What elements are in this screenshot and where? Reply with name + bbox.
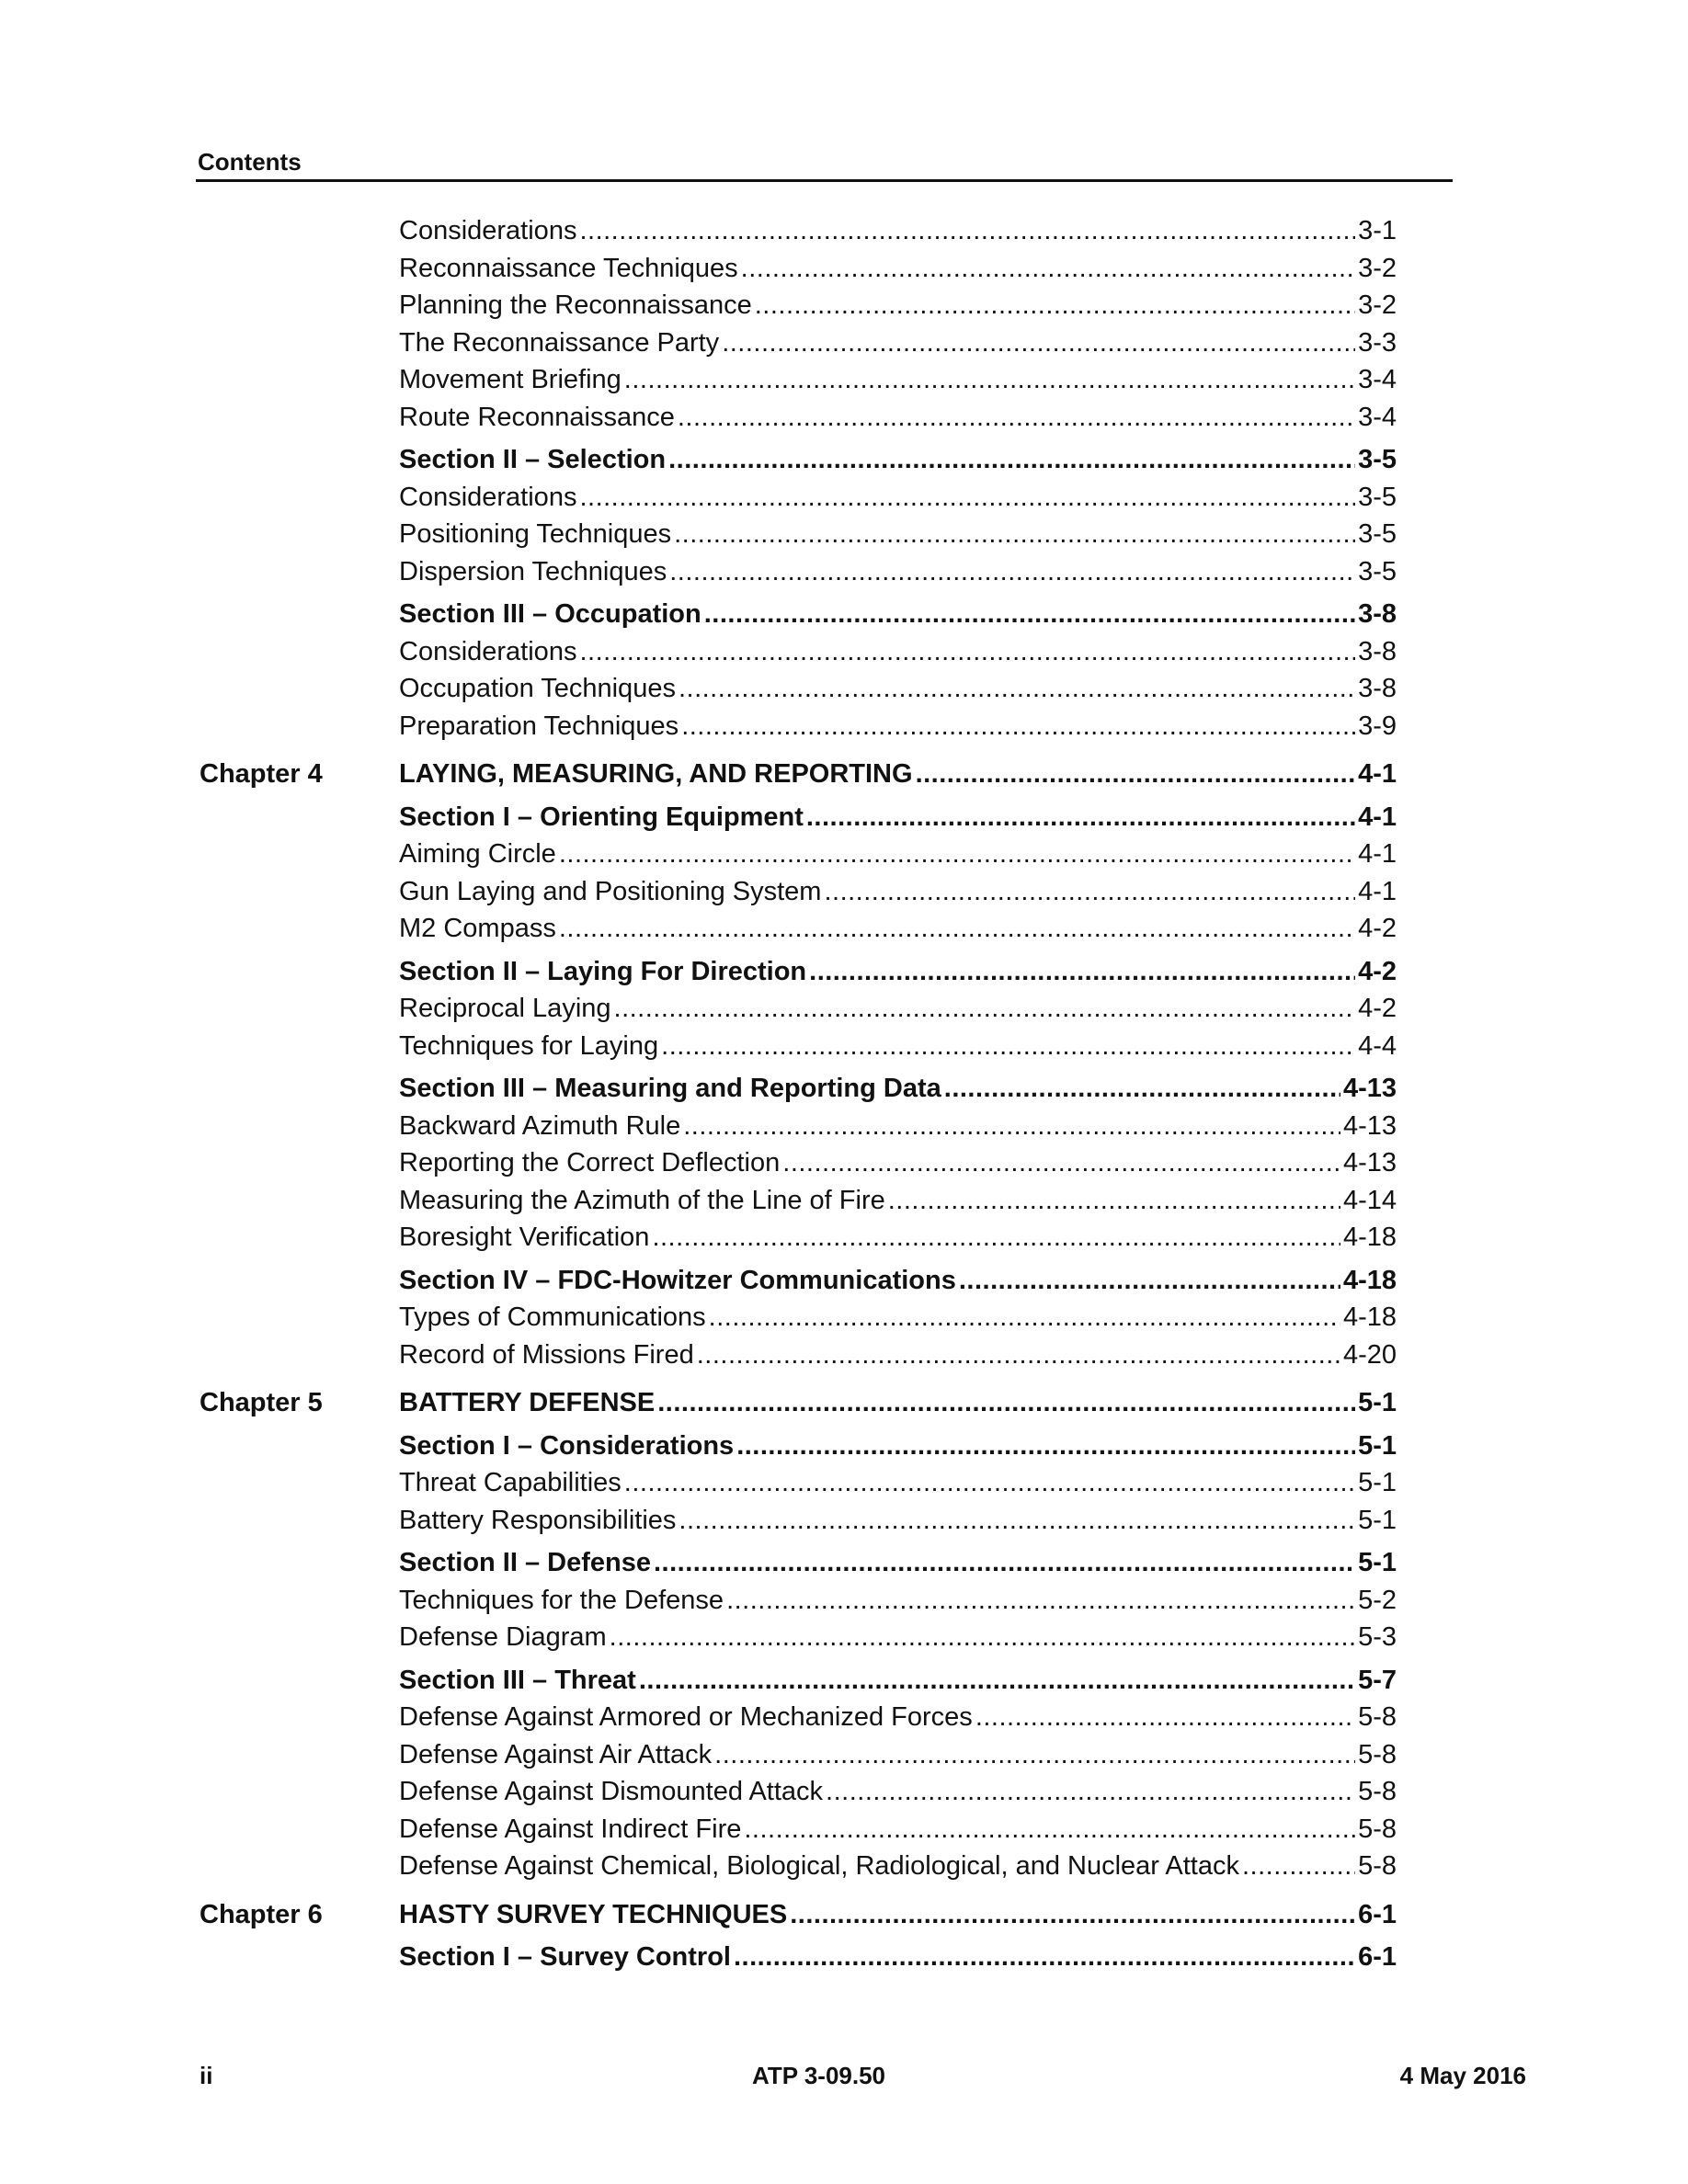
dot-leader bbox=[679, 670, 1355, 708]
toc-entry-page: 3-8 bbox=[1358, 636, 1397, 666]
toc-entry-title: Techniques for the Defense bbox=[399, 1585, 724, 1615]
toc-entry-page: 4-1 bbox=[1358, 802, 1397, 832]
toc-entry-page: 4-1 bbox=[1358, 876, 1397, 906]
toc-section-entry[interactable] bbox=[399, 596, 1397, 633]
toc-entry-page: 5-3 bbox=[1358, 1622, 1397, 1652]
toc-entry-title: Reciprocal Laying bbox=[399, 994, 611, 1023]
toc-entry-page: 3-5 bbox=[1358, 519, 1397, 549]
toc-entry-page: 6-1 bbox=[1358, 1942, 1397, 1972]
toc-entry-title: Planning the Reconnaissance bbox=[399, 290, 752, 320]
dot-leader bbox=[579, 633, 1355, 671]
toc-section-entry[interactable] bbox=[399, 1070, 1397, 1108]
toc-entry-page: 5-7 bbox=[1358, 1665, 1397, 1695]
toc-section-entry[interactable] bbox=[399, 1896, 1397, 1934]
toc-entry[interactable] bbox=[399, 910, 1397, 948]
toc-entry[interactable] bbox=[399, 1464, 1397, 1502]
toc-entry[interactable] bbox=[399, 1182, 1397, 1220]
toc-entry-page: 6-1 bbox=[1358, 1899, 1397, 1929]
toc-entry-page: 5-8 bbox=[1358, 1814, 1397, 1844]
dot-leader bbox=[610, 1619, 1355, 1656]
toc-entry-title: Section III – Measuring and Reporting Data bbox=[399, 1074, 941, 1103]
toc-entry-page: 5-8 bbox=[1358, 1851, 1397, 1881]
toc-entry[interactable] bbox=[399, 324, 1397, 362]
toc-entry-page: 3-2 bbox=[1358, 290, 1397, 320]
toc-entry-title: Considerations bbox=[399, 636, 577, 666]
dot-leader bbox=[826, 1773, 1355, 1811]
toc-chapter-group bbox=[0, 212, 1688, 745]
dot-leader bbox=[959, 1262, 1340, 1300]
toc-entry[interactable] bbox=[399, 670, 1397, 708]
dot-leader bbox=[624, 1464, 1355, 1502]
dot-leader bbox=[657, 1384, 1355, 1422]
toc-section-entry[interactable] bbox=[399, 1544, 1397, 1582]
toc-entry-title: Considerations bbox=[399, 216, 577, 245]
toc-entry-page: 4-18 bbox=[1342, 1265, 1397, 1295]
dot-leader bbox=[888, 1182, 1340, 1220]
dot-leader bbox=[722, 324, 1355, 362]
dot-leader bbox=[579, 212, 1355, 250]
dot-leader bbox=[559, 910, 1355, 948]
toc-entry-page: 5-1 bbox=[1358, 1388, 1397, 1417]
toc-entry-title: Defense Against Air Attack bbox=[399, 1739, 713, 1769]
dot-leader bbox=[741, 250, 1355, 288]
dot-leader bbox=[726, 1582, 1355, 1620]
toc-entry-title: The Reconnaissance Party bbox=[399, 327, 720, 358]
dot-leader bbox=[736, 1428, 1355, 1465]
toc-entry-page: 3-1 bbox=[1358, 216, 1397, 245]
toc-entry[interactable] bbox=[399, 479, 1397, 517]
toc-entry-title: Occupation Techniques bbox=[399, 674, 676, 703]
toc-section-entry[interactable] bbox=[399, 1662, 1397, 1700]
toc-entry-title: Aiming Circle bbox=[399, 839, 556, 869]
toc-entry-page: 5-8 bbox=[1358, 1739, 1397, 1769]
toc-entry-title: Preparation Techniques bbox=[399, 711, 679, 741]
dot-leader bbox=[809, 953, 1355, 991]
toc-entry-page: 3-9 bbox=[1358, 711, 1397, 741]
dot-leader bbox=[661, 1028, 1355, 1065]
toc-entry[interactable] bbox=[399, 1502, 1397, 1540]
toc-entry-page: 4-14 bbox=[1342, 1185, 1397, 1215]
toc-entry[interactable] bbox=[399, 1108, 1397, 1145]
toc-entry[interactable] bbox=[399, 836, 1397, 873]
dot-leader bbox=[709, 1299, 1340, 1337]
toc-entry[interactable] bbox=[399, 990, 1397, 1028]
dot-leader bbox=[579, 479, 1355, 517]
toc-entry-page: 4-18 bbox=[1342, 1302, 1397, 1332]
toc-section-entry[interactable] bbox=[399, 799, 1397, 836]
toc-entry-title: Section I – Survey Control bbox=[399, 1942, 731, 1972]
toc-entry[interactable] bbox=[399, 1299, 1397, 1337]
toc-chapter-group bbox=[0, 1896, 1688, 1976]
toc-entry-page: 4-1 bbox=[1358, 839, 1397, 869]
dot-leader bbox=[624, 361, 1355, 399]
toc-entry-title: LAYING, MEASURING, AND REPORTING bbox=[399, 759, 913, 789]
header-label: Contents bbox=[198, 148, 302, 176]
toc-entry-title: Movement Briefing bbox=[399, 365, 622, 394]
toc-entry-page: 3-4 bbox=[1358, 365, 1397, 394]
dot-leader bbox=[704, 596, 1355, 633]
toc-entry[interactable] bbox=[399, 1848, 1397, 1885]
dot-leader bbox=[639, 1662, 1355, 1700]
toc-entry-title: Defense Against Dismounted Attack bbox=[399, 1777, 824, 1806]
toc-entry[interactable] bbox=[399, 873, 1397, 911]
toc-entry-page: 4-13 bbox=[1342, 1110, 1397, 1141]
toc-entry[interactable] bbox=[399, 1582, 1397, 1620]
toc-entry-title: Defense Against Armored or Mechanized Forces bbox=[399, 1702, 973, 1732]
toc-entry-title: Section II – Selection bbox=[399, 445, 667, 474]
toc-entry-title: Backward Azimuth Rule bbox=[399, 1110, 681, 1141]
toc-entry-page: 4-13 bbox=[1342, 1074, 1397, 1103]
toc-entry-title: Boresight Verification bbox=[399, 1223, 650, 1252]
dot-leader bbox=[654, 1544, 1355, 1582]
toc-entry-title: Threat Capabilities bbox=[399, 1468, 622, 1497]
toc-entry-title: HASTY SURVEY TECHNIQUES bbox=[399, 1899, 788, 1929]
dot-leader bbox=[782, 1144, 1340, 1182]
toc-entry[interactable] bbox=[399, 212, 1397, 250]
toc-entry-title: Route Reconnaissance bbox=[399, 402, 675, 432]
toc-entry-page: 3-3 bbox=[1358, 327, 1397, 358]
dot-leader bbox=[681, 708, 1355, 745]
dot-leader bbox=[669, 553, 1355, 591]
toc-section-entry[interactable] bbox=[399, 441, 1397, 479]
toc-section-entry[interactable] bbox=[399, 1384, 1397, 1422]
toc-entry-title: Section I – Considerations bbox=[399, 1430, 735, 1461]
dot-leader bbox=[668, 441, 1355, 479]
table-of-contents bbox=[0, 212, 1688, 1976]
footer-date: 4 May 2016 bbox=[1399, 2062, 1526, 2089]
toc-entry-title: Considerations bbox=[399, 482, 577, 512]
toc-entry[interactable] bbox=[399, 633, 1397, 671]
toc-entry[interactable] bbox=[399, 516, 1397, 553]
toc-entry-title: Battery Responsibilities bbox=[399, 1505, 677, 1535]
toc-entry-title: BATTERY DEFENSE bbox=[399, 1388, 656, 1417]
toc-entry-page: 5-8 bbox=[1358, 1702, 1397, 1732]
toc-entry-page: 4-4 bbox=[1358, 1030, 1397, 1061]
toc-section-entry[interactable] bbox=[399, 756, 1397, 793]
toc-entry-page: 4-1 bbox=[1358, 759, 1397, 789]
toc-entry-title: Defense Against Indirect Fire bbox=[399, 1814, 742, 1844]
toc-entry[interactable] bbox=[399, 287, 1397, 324]
toc-entry-page: 3-4 bbox=[1358, 402, 1397, 432]
toc-entry-page: 3-5 bbox=[1358, 556, 1397, 586]
dot-leader bbox=[755, 287, 1355, 324]
toc-entry-title: Dispersion Techniques bbox=[399, 556, 667, 586]
toc-entry-title: Section II – Defense bbox=[399, 1548, 651, 1577]
dot-leader bbox=[916, 756, 1356, 793]
toc-entry-title: Record of Missions Fired bbox=[399, 1339, 694, 1370]
dot-leader bbox=[652, 1219, 1340, 1257]
toc-entry-title: Reconnaissance Techniques bbox=[399, 253, 738, 283]
toc-section-entry[interactable] bbox=[399, 1939, 1397, 1976]
toc-entry[interactable] bbox=[399, 1337, 1397, 1374]
dot-leader bbox=[683, 1108, 1340, 1145]
toc-entry-page: 4-2 bbox=[1358, 914, 1397, 943]
dot-leader bbox=[614, 990, 1356, 1028]
toc-entry-page: 4-18 bbox=[1342, 1223, 1397, 1252]
toc-entry-title: Positioning Techniques bbox=[399, 519, 672, 549]
toc-entry-page: 3-8 bbox=[1358, 599, 1397, 629]
toc-entry-title: Gun Laying and Positioning System bbox=[399, 876, 822, 906]
toc-entry[interactable] bbox=[399, 1144, 1397, 1182]
toc-entry-title: Measuring the Azimuth of the Line of Fire bbox=[399, 1185, 885, 1215]
dot-leader bbox=[944, 1070, 1340, 1108]
toc-entry-page: 5-1 bbox=[1358, 1430, 1397, 1461]
toc-entry-title: Section II – Laying For Direction bbox=[399, 956, 807, 986]
toc-entry-page: 3-2 bbox=[1358, 253, 1397, 283]
toc-entry-page: 5-2 bbox=[1358, 1585, 1397, 1615]
dot-leader bbox=[824, 873, 1355, 911]
toc-entry-title: Techniques for Laying bbox=[399, 1030, 659, 1061]
page-footer bbox=[196, 2061, 1526, 2094]
toc-entry-page: 4-20 bbox=[1342, 1339, 1397, 1370]
footer-page-number: ii bbox=[200, 2062, 213, 2089]
toc-entry-title: Section III – Threat bbox=[399, 1665, 636, 1695]
toc-entry-page: 3-5 bbox=[1358, 445, 1397, 474]
toc-entry[interactable] bbox=[399, 1699, 1397, 1736]
chapter-label: Chapter 5 bbox=[200, 1388, 323, 1417]
toc-entry-page: 5-8 bbox=[1358, 1777, 1397, 1806]
dot-leader bbox=[734, 1939, 1355, 1976]
toc-section-entry[interactable] bbox=[399, 953, 1397, 991]
toc-entry[interactable] bbox=[399, 361, 1397, 399]
toc-entry-title: Defense Against Chemical, Biological, Radiological, and Nuclear Attack bbox=[399, 1851, 1239, 1881]
toc-entry-page: 3-5 bbox=[1358, 482, 1397, 512]
toc-entry-page: 4-13 bbox=[1342, 1148, 1397, 1177]
dot-leader bbox=[744, 1811, 1355, 1848]
toc-entry[interactable] bbox=[399, 1028, 1397, 1065]
toc-entry-title: M2 Compass bbox=[399, 914, 556, 943]
toc-entry-page: 4-2 bbox=[1358, 956, 1397, 986]
dot-leader bbox=[806, 799, 1355, 836]
dot-leader bbox=[559, 836, 1355, 873]
toc-entry-page: 5-1 bbox=[1358, 1505, 1397, 1535]
toc-entry[interactable] bbox=[399, 1619, 1397, 1656]
dot-leader bbox=[679, 1502, 1355, 1540]
toc-entry-page: 3-8 bbox=[1358, 674, 1397, 703]
toc-entry-title: Section III – Occupation bbox=[399, 599, 701, 629]
toc-entry-title: Types of Communications bbox=[399, 1302, 706, 1332]
toc-entry-page: 5-1 bbox=[1358, 1548, 1397, 1577]
chapter-label: Chapter 6 bbox=[200, 1899, 323, 1929]
toc-entry[interactable] bbox=[399, 708, 1397, 745]
toc-section-entry[interactable] bbox=[399, 1428, 1397, 1465]
toc-entry-page: 5-1 bbox=[1358, 1468, 1397, 1497]
chapter-label: Chapter 4 bbox=[200, 759, 323, 789]
dot-leader bbox=[1242, 1848, 1355, 1885]
toc-entry[interactable] bbox=[399, 399, 1397, 437]
dot-leader bbox=[790, 1896, 1355, 1934]
footer-publication: ATP 3-09.50 bbox=[752, 2062, 886, 2089]
toc-entry[interactable] bbox=[399, 553, 1397, 591]
toc-chapter-group bbox=[0, 756, 1688, 1373]
dot-leader bbox=[697, 1337, 1340, 1374]
toc-entry[interactable] bbox=[399, 1773, 1397, 1811]
toc-entry[interactable] bbox=[399, 1811, 1397, 1848]
toc-entry-title: Section I – Orienting Equipment bbox=[399, 802, 804, 832]
toc-section-entry[interactable] bbox=[399, 1262, 1397, 1300]
toc-entry-page: 4-2 bbox=[1358, 994, 1397, 1023]
dot-leader bbox=[678, 399, 1355, 437]
toc-entry[interactable] bbox=[399, 250, 1397, 288]
toc-entry-title: Section IV – FDC-Howitzer Communications bbox=[399, 1265, 956, 1295]
dot-leader bbox=[714, 1736, 1355, 1774]
toc-chapter-group bbox=[0, 1384, 1688, 1885]
running-header bbox=[196, 147, 1453, 182]
toc-entry-title: Reporting the Correct Deflection bbox=[399, 1148, 781, 1177]
dot-leader bbox=[674, 516, 1355, 553]
toc-entry[interactable] bbox=[399, 1219, 1397, 1257]
toc-entry-title: Defense Diagram bbox=[399, 1622, 607, 1652]
dot-leader bbox=[975, 1699, 1355, 1736]
toc-entry[interactable] bbox=[399, 1736, 1397, 1774]
